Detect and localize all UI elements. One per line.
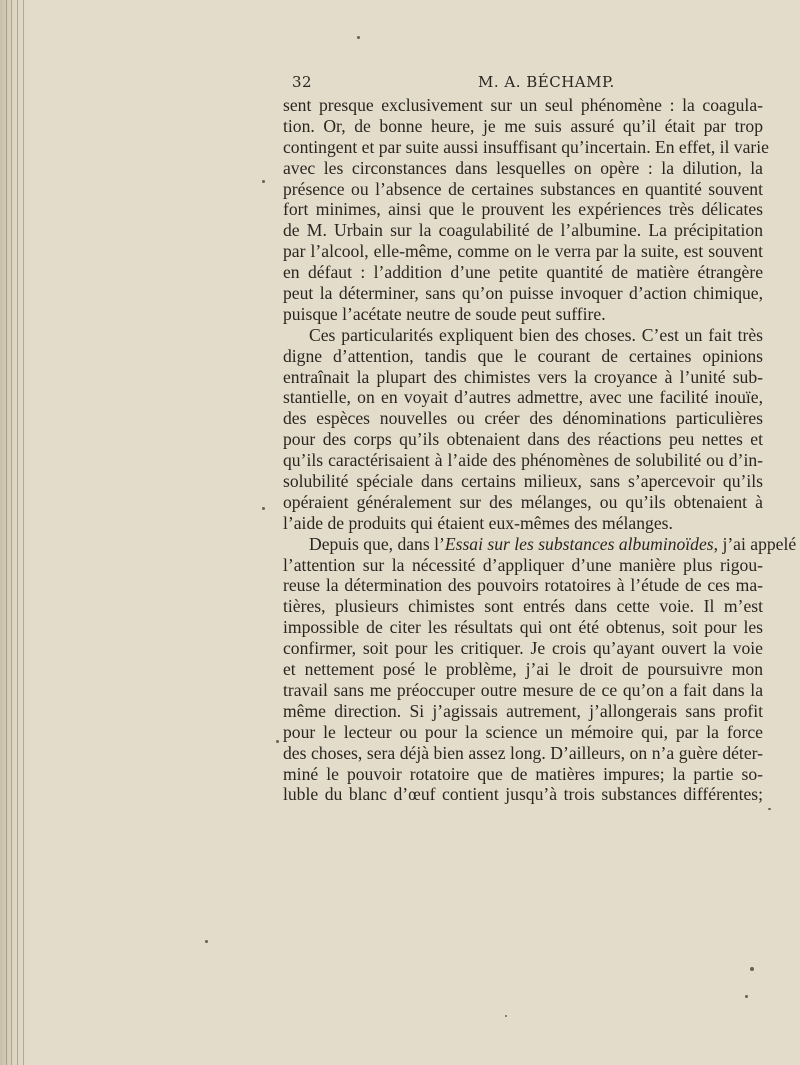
paragraph-first-line <box>283 533 797 555</box>
paper-speck <box>357 36 360 39</box>
text-line: qu’ils caractérisaient à l’aide des phénomènes de solubilité ou d’in- <box>283 450 763 471</box>
text-line: reuse la détermination des pouvoirs rotatoires à l’étude de ces ma- <box>283 575 763 596</box>
text-line: des espèces nouvelles ou créer des dénominations particulières <box>283 408 763 429</box>
binding-rule <box>23 0 24 1065</box>
text-line: sent presque exclusivement sur un seul phénomène : la coagula- <box>283 95 763 115</box>
text-line: solubilité spéciale dans certains milieux, sans s’apercevoir qu’ils <box>283 471 763 492</box>
text-line: stantielle, on en voyait d’autres admettre, avec une facilité inouïe, <box>283 387 763 408</box>
text-line: présence ou l’absence de certaines substances en quantité souvent <box>283 178 763 199</box>
text-line: miné le pouvoir rotatoire que de matières impures; la partie so- <box>283 763 763 784</box>
binding-rule <box>17 0 18 1065</box>
paragraph-end-line: puisque l’acétate neutre de soude peut suffire. <box>283 303 606 324</box>
text-line: fort minimes, ainsi que le prouvent les expériences très délicates <box>283 199 763 220</box>
text-line: opéraient généralement sur des mélanges, ou qu’ils obtenaient à <box>283 491 763 512</box>
page-binding-edge <box>0 0 30 1065</box>
text-line: tion. Or, de bonne heure, je me suis assuré qu’il était par trop <box>283 115 763 136</box>
text-line: pour des corps qu’ils obtenaient dans des réactions peu nettes et <box>283 429 763 450</box>
text-line: pour le lecteur ou pour la science un mémoire qui, par la force <box>283 721 763 742</box>
text-line: des choses, sera déjà bien assez long. D’ailleurs, on n’a guère déter- <box>283 742 763 763</box>
paragraph-first-line: Ces particularités expliquent bien des choses. C’est un fait très <box>309 324 763 345</box>
text-line: par l’alcool, elle-même, comme on le verra par la suite, est souvent <box>283 241 763 262</box>
text-line: peut la déterminer, sans qu’on puisse invoquer d’action chimique, <box>283 283 763 304</box>
page-header <box>292 73 768 95</box>
running-head: M. A. BÉCHAMP. <box>478 73 615 91</box>
text-run: , j’ai appelé <box>713 533 797 554</box>
body-text <box>283 95 797 805</box>
text-line: entraînait la plupart des chimistes vers la croyance à l’unité sub- <box>283 366 763 387</box>
paper-speck <box>505 1015 507 1017</box>
paper-speck <box>768 808 771 810</box>
paper-speck <box>262 507 265 510</box>
text-line: contingent et par suite aussi insuffisant qu’incertain. En effet, il varie <box>283 136 769 157</box>
paper-speck <box>276 740 279 743</box>
book-title-italic: Essai sur les substances albuminoïdes <box>444 533 714 554</box>
paper-speck <box>262 180 265 183</box>
text-line: l’attention sur la nécessité d’appliquer d’une manière plus rigou- <box>283 554 763 575</box>
text-line: en défaut : l’addition d’une petite quantité de matière étrangère <box>283 262 763 283</box>
paper-speck <box>750 967 754 971</box>
text-line: avec les circonstances dans lesquelles on opère : la dilution, la <box>283 157 763 178</box>
text-line: tières, plusieurs chimistes sont entrés dans cette voie. Il m’est <box>283 596 763 617</box>
text-line: confirmer, soit pour les critiquer. Je crois qu’ayant ouvert la voie <box>283 638 763 659</box>
text-line: luble du blanc d’œuf contient jusqu’à trois substances différentes; <box>283 784 763 805</box>
page-number: 32 <box>292 73 313 91</box>
binding-rule <box>11 0 12 1065</box>
paragraph-end-line: l’aide de produits qui étaient eux-mêmes des mélanges. <box>283 512 673 533</box>
text-line: impossible de citer les résultats qui ont été obtenus, soit pour les <box>283 617 763 638</box>
text-line: et nettement posé le problème, j’ai le droit de poursuivre mon <box>283 659 763 680</box>
text-line: digne d’attention, tandis que le courant de certaines opinions <box>283 345 763 366</box>
binding-rule <box>6 0 7 1065</box>
text-line: même direction. Si j’agissais autrement, j’allongerais sans profit <box>283 700 763 721</box>
paper-speck <box>745 995 748 998</box>
text-line: de M. Urbain sur la coagulabilité de l’albumine. La précipitation <box>283 220 763 241</box>
paper-speck <box>205 940 208 943</box>
text-run: Depuis que, dans l’ <box>309 533 445 554</box>
text-line: travail sans me préoccuper outre mesure de ce qu’on a fait dans la <box>283 679 763 700</box>
